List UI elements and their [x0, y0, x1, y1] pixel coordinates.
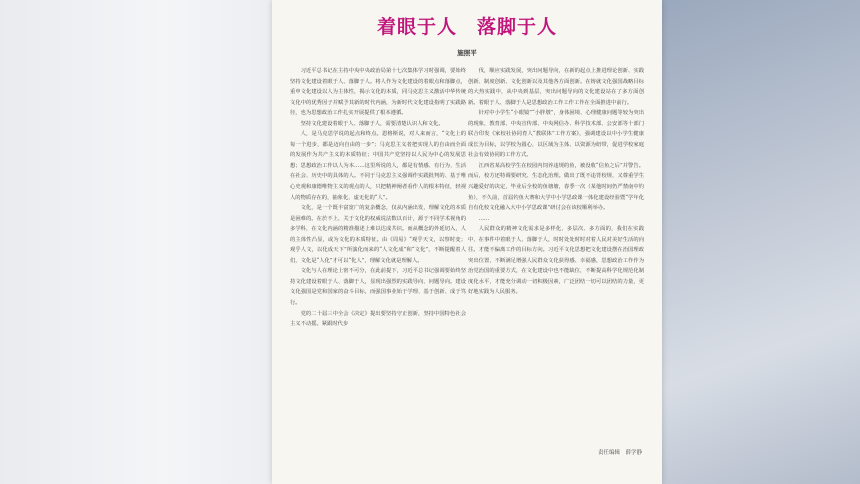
paragraph: 党的二十届三中全会《决定》提出要坚持守正创新，坚持中国特色社会主义不动摇。紧跟时代步 [290, 310, 466, 328]
paragraph: 文化与人在理论上密不可分，在此前提下，习近平总书记强调要始终坚持文化建设着眼于人、落脚于人，显现出强烈的实践导向、问题导向。建设文化强国是党和国家的奋斗目标，而强国事业始于学理、基于创新、成于笃行。 [290, 268, 466, 307]
left-column [290, 66, 466, 330]
paragraph: 文化，是一个既丰富宽广的复杂概念，仅从内涵出发，理解文化的本质是困难的。在於不上，关于文化的权威说法数以百计，源于不同学术视角的多学科，在文化内涵的精准描述上难以达成共识。而从概念的外延切入，人的主体性凸显，或为文化的本质特征。由《周易》“观乎天文，以察时变；观乎人文，以化成天下”所演化而来的“人文化成”和“文化”，不断提醒着人们，文化是“人化”才可以“化人”，理解文化就是理解人。 [290, 205, 466, 264]
paragraph: 人，是马克思学说的起点和终点。恩格斯说，对人来而言，“文化上的每一个进步，都是迈向自由的一步”；马克思主义者把实现人的自由而全面的发展作为共产主义的本质特征；中国共产党坚持以人民为中心的发展思想；思想政治工作以人为本……这里所说的人，都是有情感、有行为、生活在社会、历史中的具体的人。不同于马克思主义强调作实践批判的、基于唯心史观和康德唯物主义的观点的人，只把精神阐者看作人的根本特征，轻视人的物质存在的，抽象化、虚无化的“人”。 [290, 131, 466, 201]
paragraph: 针对中小学生“小眼镜”“小胖墩”，身体困境、心理健康问题等较为突出的现象，教育部、中央宣传部、中央网信办、科学技术部、公安部等十部门联合印发《家校社协同育人“教联体”工作方案》，强调建设以中小学生健康成长为目标，以学校为圆心，以区域为主体、以资源为纽带，促进学校家庭社会有效协同的工作方式。 [468, 110, 644, 159]
article-author: 施照平 [457, 49, 477, 57]
paragraph: 江西省某高校学生在校园内饲养违规的鱼，被没收“信鱼之后”并警告。而后，校方还特调要研究、生态化治理。做出了既不违背校规、又尊重学生兴趣爱好的决定，毕业后全校的鱼塘塘，春季一次（某他时间仍严禁南中钓鱼），不久前，首届钓鱼大赛和大学中小学思政课一体化建设经验暨“学年化自有化校文化融入大中小学思政课”研讨会在该校顺利举办。 [468, 162, 644, 212]
magazine-page [272, 0, 662, 484]
paragraph: 人民群众的精神文化需求是多样化、多层次、多方面的，我们在实践中、在事件中着眼于人、落脚于人，时时处处时时对着人民对美好生活的向往。才能不偏离工作的目标方向。习近平文化思想把文化建设摆在治国理政突出位置，不断满足增强人民群众文化获得感、幸福感，思想政治工作作为治党治国的重要方式，在文化建设中也不能缺位，不断提高科学化规范化制度化水平，才能充分调动一切积极因素，广泛团结一切可以团结的力量，更好地实践为人民服务。 [468, 226, 644, 296]
right-background [662, 0, 860, 484]
ellipsis: …… [478, 215, 490, 222]
right-column [468, 66, 644, 298]
editor-credit: 责任编辑 薛学静 [597, 450, 642, 456]
paragraph: 坚持文化建设着眼于人、落脚于人，需要清楚认识人和文化。 [300, 120, 444, 127]
article-title: 着眼于人 落脚于人 [376, 16, 557, 38]
paragraph: 习近平总书记在主持中央中央政治局第十七次集体学习时强调，要始终坚持文化建设着眼于人、落脚于人。将人作为文化建设的着眼点和落脚点，重申文化建设以人为主体性，揭示文化的本质，同马克思主义激活中华传统文化中的优秀因子并赋予其新的时代内涵，为新时代文化建设指明了实践路径，也为思想政治工作扎实开展提供了根本遵循。 [290, 68, 466, 117]
left-background [0, 0, 272, 484]
paragraph: 伐，顺应实践发展，突出问题导向，在新的起点上推进理论创新、实践创新、制度创新、文化创新以及其他各方面创新。在铸就文化强国战略目标的大热实践中，从中央到基层，突出问题导向的文化建设站在了多方面创新。着眼于人、落脚于人是思想政治工作工作工作在全面推进中前行。 [468, 68, 644, 106]
